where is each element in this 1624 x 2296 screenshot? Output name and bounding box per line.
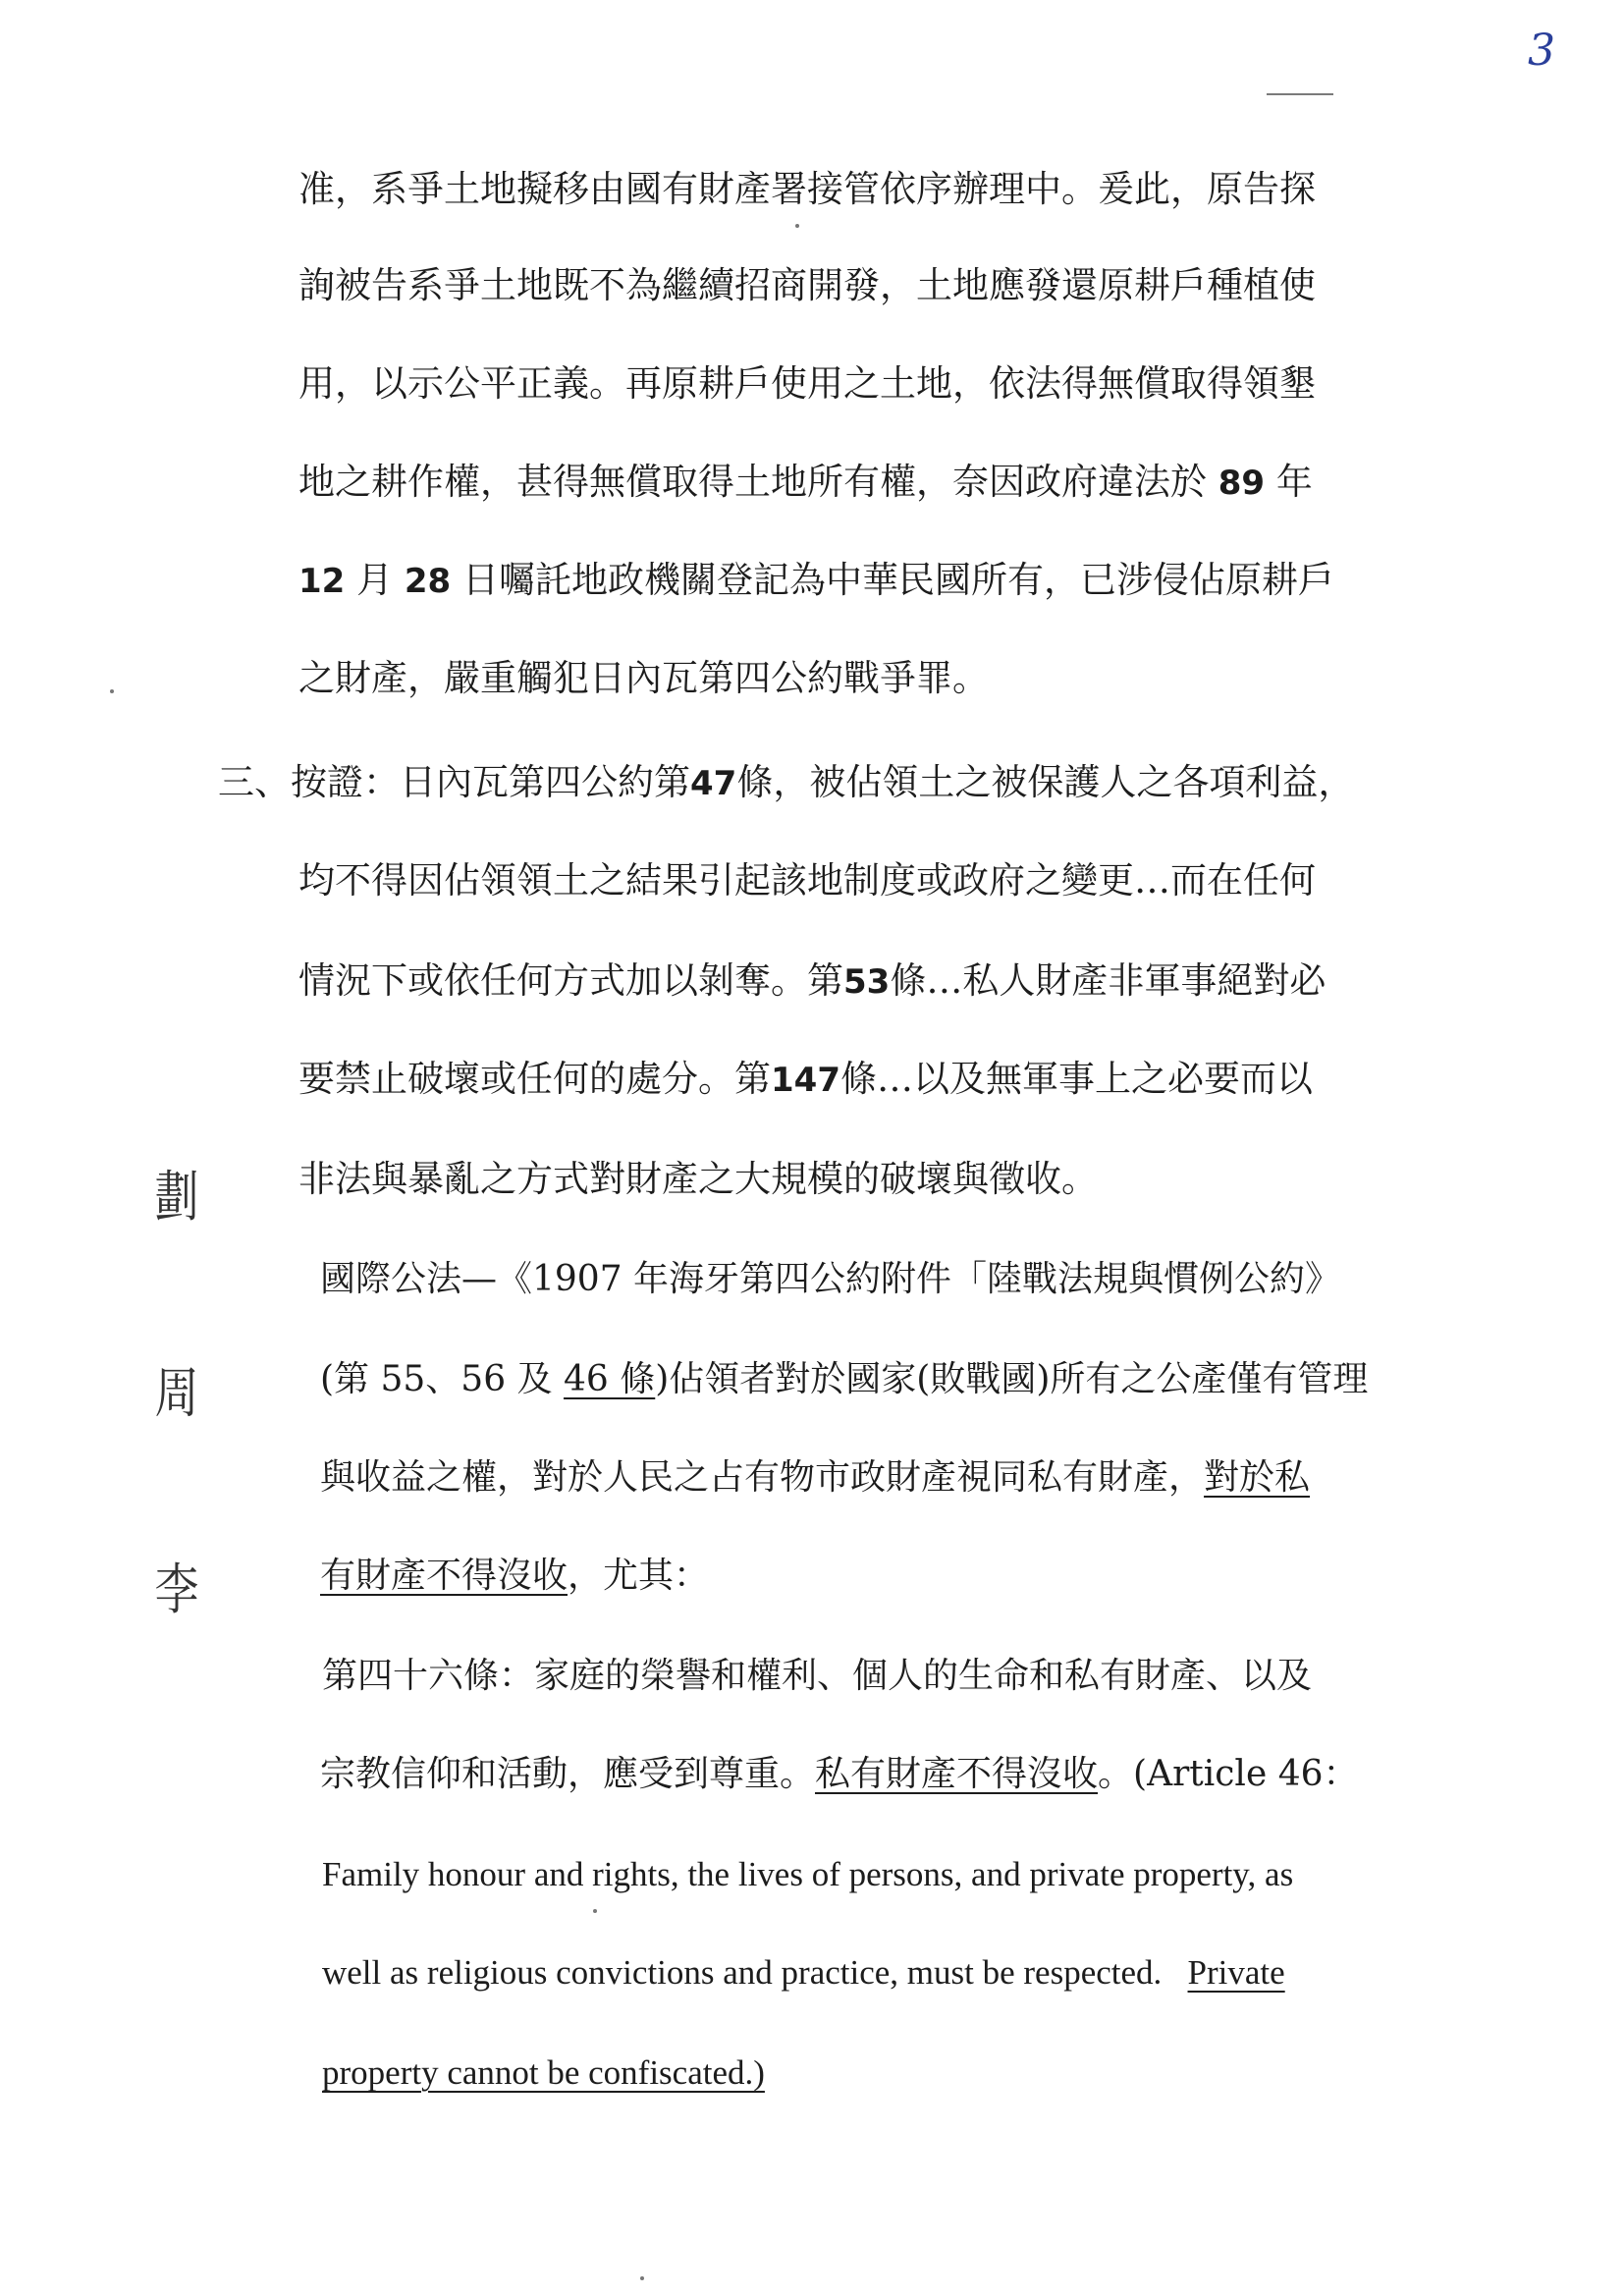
- p3-line-3-underlined: 對於私: [1204, 1457, 1311, 1498]
- p3-line-4-underlined: 有財產不得沒收: [320, 1556, 568, 1596]
- scan-speck: [593, 1909, 597, 1913]
- p1-line-4: [298, 460, 1313, 506]
- p2-line-4-text-a: 要禁止破壞或任何的處分。第: [298, 1058, 771, 1100]
- p2-line-3-article: 53: [843, 962, 891, 1002]
- p4-line-2-text-b: 。(Article 46：: [1098, 1754, 1359, 1794]
- p3-line-2-article-46: 46 條: [564, 1359, 656, 1399]
- p4-line-1: 第四十六條：家庭的榮譽和權利、個人的生命和私有財產、以及: [322, 1656, 1313, 1696]
- p2-line-2: 均不得因佔領領土之結果引起該地制度或政府之變更…而在任何: [298, 859, 1316, 902]
- p4-line-2-underlined: 私有財產不得沒收: [815, 1754, 1099, 1794]
- p4-line-4-underlined: Private: [1187, 1953, 1285, 1992]
- p3-line-2: [320, 1357, 1368, 1402]
- p3-line-4: [320, 1554, 709, 1599]
- scan-speck: [110, 689, 114, 693]
- p1-line-2: 詢被告系爭土地既不為繼續招商開發，土地應發還原耕戶種植使: [298, 264, 1316, 306]
- margin-seal-2: 周: [154, 1362, 199, 1426]
- p1-line-6: 之財產，嚴重觸犯日內瓦第四公約戰爭罪。: [298, 657, 989, 699]
- p2-line-1-text-b: 條，被佔領土之被保護人之各項利益，: [736, 761, 1355, 803]
- p1-line-5-day: 28: [404, 562, 452, 601]
- p2-line-3-text-b: 條…私人財產非軍事絕對必: [890, 959, 1326, 1002]
- p1-line-4-unit: 年: [1275, 461, 1313, 503]
- p3-line-3-text: 與收益之權，對於人民之占有物市政財產視同私有財產，: [320, 1457, 1205, 1498]
- p2-line-4-article: 147: [771, 1061, 840, 1100]
- margin-seal-1: 劃: [154, 1166, 199, 1230]
- p2-line-3-text-a: 情況下或依任何方式加以剝奪。第: [298, 959, 843, 1002]
- p1-line-4-year: 89: [1218, 464, 1266, 503]
- p4-line-5-underlined: property cannot be confiscated.): [322, 2053, 765, 2092]
- p2-line-4: [298, 1057, 1313, 1103]
- p2-line-1-article: 47: [690, 764, 737, 803]
- p1-line-4-text: 地之耕作權，甚得無償取得土地所有權，奈因政府違法於: [298, 461, 1207, 503]
- p4-line-3: Family honour and rights, the lives of persons, and private property, as: [322, 1855, 1294, 1893]
- p2-line-5: 非法與暴亂之方式對財產之大規模的破壞與徵收。: [298, 1158, 1098, 1200]
- p2-line-1-text-a: 三、按證：日內瓦第四公約第: [218, 761, 690, 803]
- p3-line-4-text: ，尤其：: [568, 1556, 710, 1596]
- scan-speck: [795, 224, 799, 228]
- scan-speck: [640, 2276, 644, 2280]
- p2-line-3: [298, 958, 1326, 1005]
- p2-line-1: [218, 760, 1354, 806]
- p1-line-1: 准，系爭土地擬移由國有財產署接管依序辦理中。爰此，原告探: [298, 168, 1316, 210]
- p3-line-3: [320, 1455, 1310, 1501]
- p4-line-4: [322, 1950, 1285, 1995]
- p4-line-4-text: well as religious convictions and practice, must be respected.: [322, 1953, 1188, 1992]
- p4-line-5: [322, 2050, 765, 2096]
- p4-line-2: [320, 1752, 1359, 1797]
- p1-line-5: [298, 558, 1334, 604]
- p4-line-2-text-a: 宗教信仰和活動，應受到尊重。: [320, 1754, 816, 1794]
- p3-line-2-text-b: )佔領者對於國家(敗戰國)所有之公產僅有管理: [655, 1359, 1369, 1399]
- p1-line-3: 用，以示公平正義。再原耕戶使用之土地，依法得無償取得領墾: [298, 362, 1316, 405]
- p3-line-2-text-a: (第 55、56 及: [320, 1359, 564, 1399]
- p2-line-4-text-b: 條…以及無軍事上之必要而以: [839, 1058, 1313, 1100]
- p1-line-5-text: 日囑託地政機關登記為中華民國所有，已涉侵佔原耕戶: [461, 559, 1334, 601]
- top-scratch-mark: [1267, 93, 1333, 95]
- margin-seal-3: 李: [154, 1558, 199, 1622]
- p3-line-1: 國際公法—《1907 年海牙第四公約附件「陸戰法規與慣例公約》: [320, 1259, 1341, 1299]
- page-number: 3: [1528, 26, 1555, 76]
- p1-line-5-month: 12: [298, 562, 346, 601]
- p1-line-5-month-unit: 月: [356, 559, 394, 601]
